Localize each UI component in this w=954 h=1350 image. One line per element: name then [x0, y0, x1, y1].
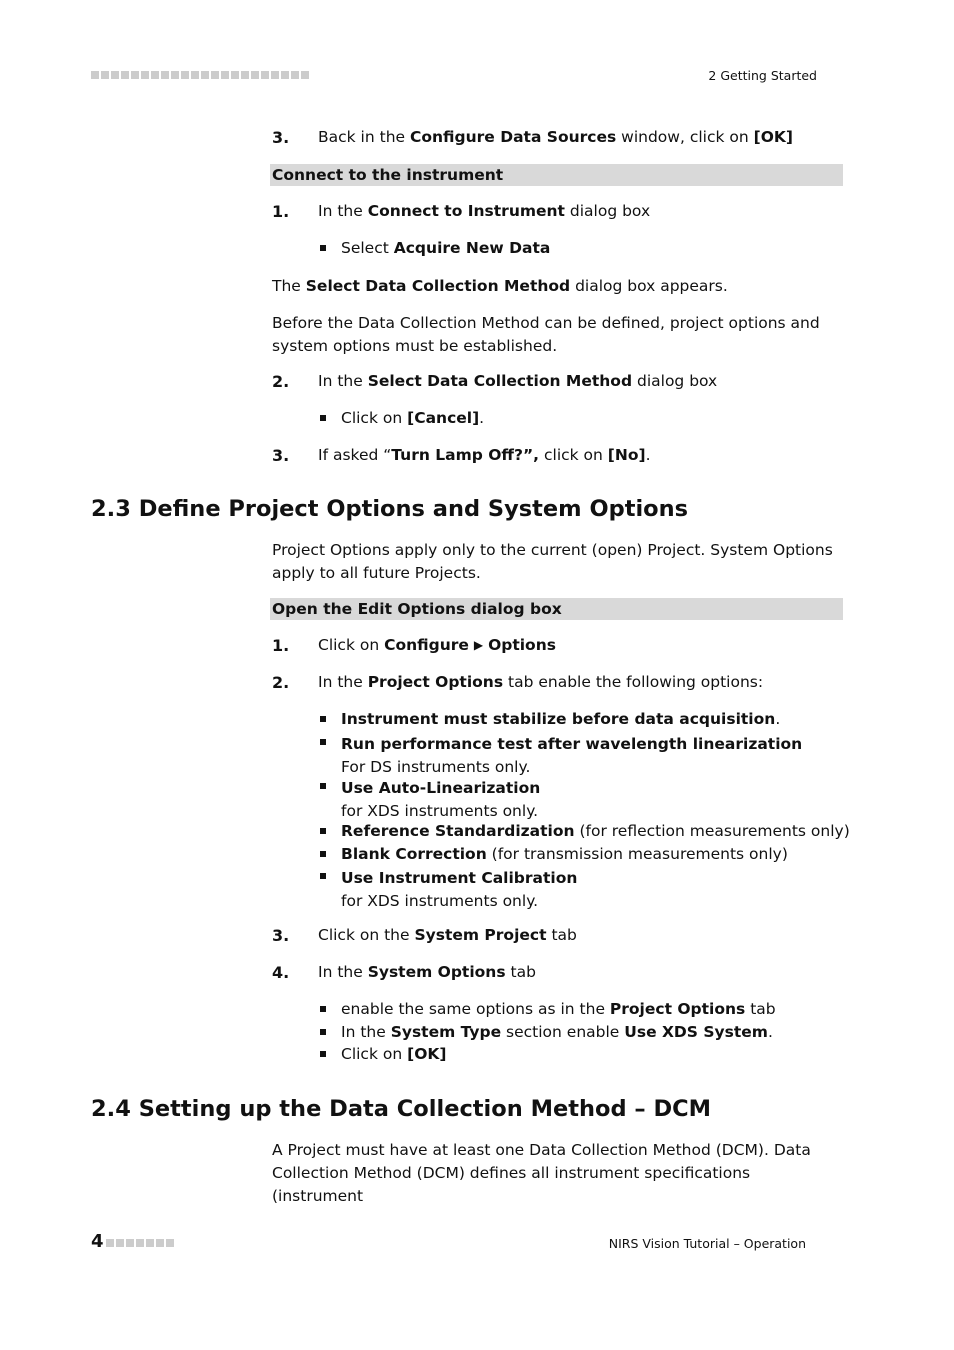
decoration-square	[116, 1239, 124, 1247]
decoration-square	[271, 71, 279, 79]
decoration-square	[106, 1239, 114, 1247]
bullet-text: Click on [OK]	[341, 1045, 447, 1063]
paragraph: The Select Data Collection Method dialog box appears.	[272, 277, 728, 295]
decoration-square	[151, 71, 159, 79]
decoration-square	[126, 1239, 134, 1247]
step-number: 1.	[272, 636, 290, 655]
bullet-icon	[320, 873, 326, 879]
bullet-icon	[320, 851, 326, 857]
bullet-text: Select Acquire New Data	[341, 239, 551, 257]
decoration-square	[161, 71, 169, 79]
step-text: In the Project Options tab enable the following options:	[318, 673, 764, 691]
footer-title: NIRS Vision Tutorial – Operation	[608, 1236, 806, 1251]
section-heading: 2.3 Define Project Options and System Options	[91, 496, 689, 522]
decoration-square	[171, 71, 179, 79]
decoration-square	[241, 71, 249, 79]
bullet-icon	[320, 1006, 326, 1012]
step-text: If asked “Turn Lamp Off?”, click on [No].	[318, 446, 651, 464]
bullet-icon	[320, 245, 326, 251]
bullet-icon	[320, 716, 326, 722]
step-text: In the System Options tab	[318, 963, 536, 981]
decoration-square	[131, 71, 139, 79]
step-number: 1.	[272, 202, 290, 221]
bullet-text: enable the same options as in the Project Options tab	[341, 1000, 776, 1018]
decoration-square	[261, 71, 269, 79]
bullet-text: Blank Correction (for transmission measurements only)	[341, 845, 788, 863]
bullet-icon	[320, 1051, 326, 1057]
decoration-square	[166, 1239, 174, 1247]
bullet-icon	[320, 783, 326, 789]
decoration-square	[251, 71, 259, 79]
step-number: 2.	[272, 673, 290, 692]
step-number: 3.	[272, 446, 290, 465]
bullet-text: Use Instrument Calibration for XDS instruments only.	[341, 869, 578, 910]
bullet-icon	[320, 415, 326, 421]
step-text: Click on the System Project tab	[318, 926, 577, 944]
header-chapter: 2 Getting Started	[708, 68, 817, 83]
step-text: Back in the Configure Data Sources window, click on [OK]	[318, 128, 793, 146]
paragraph: Before the Data Collection Method can be defined, project options and system options must be established.	[272, 314, 820, 355]
decoration-square	[201, 71, 209, 79]
bullet-text: In the System Type section enable Use XDS System.	[341, 1023, 773, 1041]
section-heading: 2.4 Setting up the Data Collection Method – DCM	[91, 1096, 712, 1122]
bullet-icon	[320, 828, 326, 834]
bullet-text: Click on [Cancel].	[341, 409, 485, 427]
footer-decoration	[106, 1239, 174, 1247]
menu-arrow-icon: ▶	[473, 638, 484, 652]
decoration-square	[281, 71, 289, 79]
decoration-square	[136, 1239, 144, 1247]
paragraph: Project Options apply only to the current (open) Project. System Options apply to all future Projects.	[272, 541, 833, 582]
decoration-square	[146, 1239, 154, 1247]
decoration-square	[121, 71, 129, 79]
step-number: 3.	[272, 926, 290, 945]
bullet-text: Reference Standardization (for reflection measurements only)	[341, 822, 850, 840]
decoration-square	[211, 71, 219, 79]
decoration-square	[91, 71, 99, 79]
decoration-square	[291, 71, 299, 79]
step-text: In the Select Data Collection Method dialog box	[318, 372, 718, 390]
header-decoration	[91, 71, 309, 79]
subsection-bar: Open the Edit Options dialog box	[270, 598, 843, 620]
decoration-square	[191, 71, 199, 79]
decoration-square	[101, 71, 109, 79]
page-number: 4	[91, 1231, 104, 1252]
decoration-square	[156, 1239, 164, 1247]
decoration-square	[141, 71, 149, 79]
step-text: Click on Configure ▶ Options	[318, 636, 556, 654]
decoration-square	[301, 71, 309, 79]
step-number: 2.	[272, 372, 290, 391]
bullet-text: Instrument must stabilize before data acquisition.	[341, 710, 781, 728]
bullet-icon	[320, 739, 326, 745]
step-number: 4.	[272, 963, 290, 982]
decoration-square	[181, 71, 189, 79]
step-text: In the Connect to Instrument dialog box	[318, 202, 651, 220]
decoration-square	[221, 71, 229, 79]
paragraph: A Project must have at least one Data Collection Method (DCM). Data Collection Method (DCM) defines all instrument specifications (instrument	[272, 1141, 811, 1205]
decoration-square	[231, 71, 239, 79]
step-number: 3.	[272, 128, 290, 147]
bullet-text: Use Auto-Linearization for XDS instruments only.	[341, 779, 541, 820]
bullet-icon	[320, 1029, 326, 1035]
bullet-text: Run performance test after wavelength linearization For DS instruments only.	[341, 735, 803, 776]
decoration-square	[111, 71, 119, 79]
subsection-bar: Connect to the instrument	[270, 164, 843, 186]
